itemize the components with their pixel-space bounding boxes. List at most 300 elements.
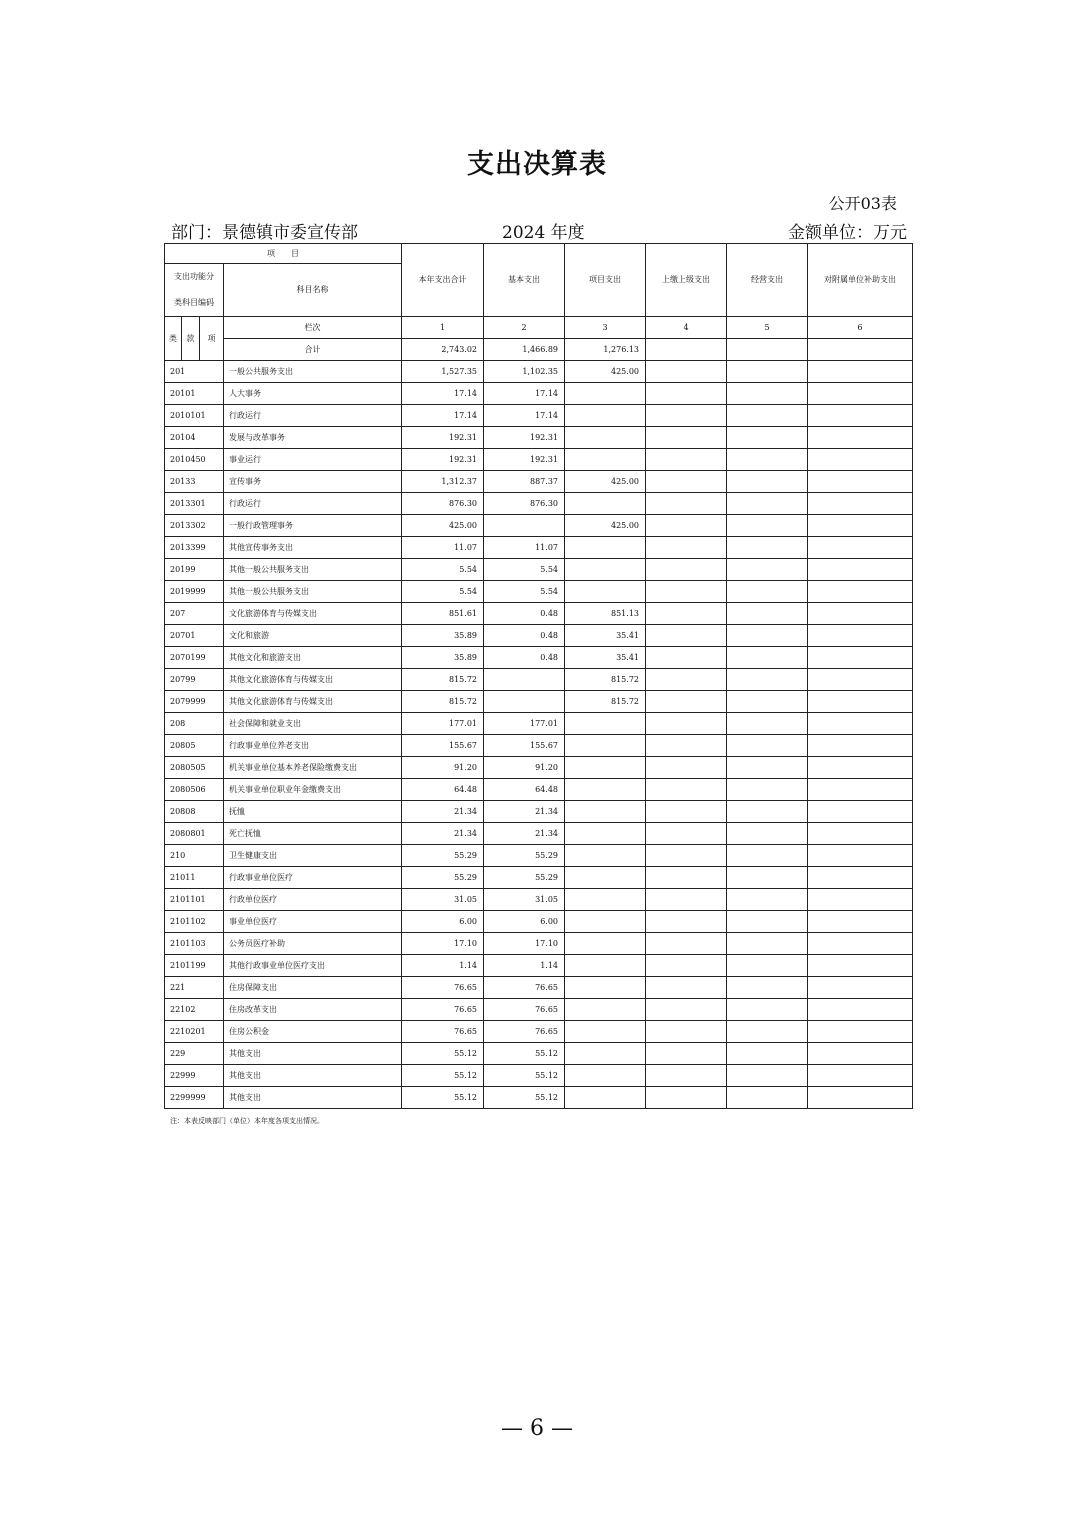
row-subsidy — [808, 845, 913, 867]
row-name: 住房公积金 — [224, 1021, 402, 1043]
row-business — [727, 801, 808, 823]
row-basic: 55.12 — [484, 1087, 565, 1109]
row-upper — [646, 647, 727, 669]
col-subsidy-header: 对附属单位补助支出 — [808, 244, 913, 317]
row-basic: 55.29 — [484, 845, 565, 867]
table-row — [165, 955, 913, 977]
subtitle-line — [171, 218, 907, 243]
row-code: 22102 — [165, 999, 224, 1021]
row-total: 76.65 — [402, 999, 484, 1021]
row-name: 事业单位医疗 — [224, 911, 402, 933]
row-code: 20101 — [165, 383, 224, 405]
table-row — [165, 801, 913, 823]
row-total: 425.00 — [402, 515, 484, 537]
row-code: 2019999 — [165, 581, 224, 603]
row-upper — [646, 427, 727, 449]
table-row — [165, 493, 913, 515]
row-upper — [646, 405, 727, 427]
row-project — [565, 845, 646, 867]
row-business — [727, 625, 808, 647]
row-subsidy — [808, 647, 913, 669]
row-name: 其他文化旅游体育与传媒支出 — [224, 691, 402, 713]
row-upper — [646, 581, 727, 603]
row-business — [727, 999, 808, 1021]
total-row — [165, 339, 913, 361]
heji-label: 合计 — [224, 339, 402, 361]
row-business — [727, 515, 808, 537]
row-business — [727, 955, 808, 977]
row-code: 221 — [165, 977, 224, 999]
row-business — [727, 361, 808, 383]
row-subsidy — [808, 361, 913, 383]
row-total: 815.72 — [402, 669, 484, 691]
row-name: 其他文化旅游体育与传媒支出 — [224, 669, 402, 691]
row-name: 行政运行 — [224, 405, 402, 427]
row-total: 815.72 — [402, 691, 484, 713]
row-code: 2101103 — [165, 933, 224, 955]
row-basic — [484, 691, 565, 713]
row-subsidy — [808, 955, 913, 977]
row-subsidy — [808, 669, 913, 691]
func-code-line1: 支出功能分 — [174, 272, 214, 281]
row-name: 其他一般公共服务支出 — [224, 559, 402, 581]
table-row — [165, 603, 913, 625]
row-total: 177.01 — [402, 713, 484, 735]
row-subsidy — [808, 1087, 913, 1109]
row-name: 卫生健康支出 — [224, 845, 402, 867]
footnote: 注：本表反映部门（单位）本年度各项支出情况。 — [170, 1117, 324, 1125]
row-total: 192.31 — [402, 427, 484, 449]
row-upper — [646, 361, 727, 383]
row-name: 其他支出 — [224, 1043, 402, 1065]
row-project — [565, 449, 646, 471]
row-code: 2101102 — [165, 911, 224, 933]
table-row — [165, 757, 913, 779]
row-business — [727, 471, 808, 493]
row-name: 社会保障和就业支出 — [224, 713, 402, 735]
row-subsidy — [808, 933, 913, 955]
row-subsidy — [808, 493, 913, 515]
page-number: — 6 — — [501, 1416, 573, 1441]
row-project — [565, 801, 646, 823]
table-row — [165, 647, 913, 669]
row-total: 21.34 — [402, 823, 484, 845]
row-upper — [646, 911, 727, 933]
row-name: 行政事业单位养老支出 — [224, 735, 402, 757]
row-code: 20799 — [165, 669, 224, 691]
row-subsidy — [808, 449, 913, 471]
table-row — [165, 933, 913, 955]
row-total: 17.14 — [402, 405, 484, 427]
row-name: 其他行政事业单位医疗支出 — [224, 955, 402, 977]
form-code: 公开03表 — [828, 194, 897, 213]
row-total: 6.00 — [402, 911, 484, 933]
row-project — [565, 581, 646, 603]
row-business — [727, 1065, 808, 1087]
row-total: 55.29 — [402, 867, 484, 889]
row-business — [727, 911, 808, 933]
row-basic: 0.48 — [484, 625, 565, 647]
row-code: 2080506 — [165, 779, 224, 801]
row-name: 机关事业单位基本养老保险缴费支出 — [224, 757, 402, 779]
row-subsidy — [808, 977, 913, 999]
row-subsidy — [808, 603, 913, 625]
row-upper — [646, 823, 727, 845]
row-project — [565, 999, 646, 1021]
row-total: 55.12 — [402, 1043, 484, 1065]
row-project — [565, 911, 646, 933]
row-basic: 1.14 — [484, 955, 565, 977]
row-code: 2101199 — [165, 955, 224, 977]
xiang-header: 项 — [200, 317, 224, 361]
row-subsidy — [808, 889, 913, 911]
row-project — [565, 559, 646, 581]
row-code: 22999 — [165, 1065, 224, 1087]
row-business — [727, 691, 808, 713]
row-subsidy — [808, 1043, 913, 1065]
row-code: 2013301 — [165, 493, 224, 515]
heji-upper — [646, 339, 727, 361]
row-upper — [646, 779, 727, 801]
row-business — [727, 845, 808, 867]
row-upper — [646, 889, 727, 911]
unit-label: 金额单位：万元 — [788, 223, 907, 243]
row-total: 91.20 — [402, 757, 484, 779]
row-basic: 5.54 — [484, 559, 565, 581]
row-code: 2013399 — [165, 537, 224, 559]
row-business — [727, 757, 808, 779]
table-row — [165, 1065, 913, 1087]
row-subsidy — [808, 735, 913, 757]
row-upper — [646, 471, 727, 493]
row-upper — [646, 1065, 727, 1087]
row-subsidy — [808, 581, 913, 603]
heji-project: 1,276.13 — [565, 339, 646, 361]
lei-header: 类 — [165, 317, 182, 361]
row-total: 192.31 — [402, 449, 484, 471]
row-subsidy — [808, 1021, 913, 1043]
row-basic: 17.14 — [484, 405, 565, 427]
row-upper — [646, 537, 727, 559]
row-project — [565, 933, 646, 955]
row-total: 155.67 — [402, 735, 484, 757]
row-basic: 1,102.35 — [484, 361, 565, 383]
row-name: 住房保障支出 — [224, 977, 402, 999]
row-basic: 55.29 — [484, 867, 565, 889]
row-code: 2080801 — [165, 823, 224, 845]
row-business — [727, 383, 808, 405]
table-row — [165, 669, 913, 691]
row-basic: 55.12 — [484, 1043, 565, 1065]
col-basic-header: 基本支出 — [484, 244, 565, 317]
row-upper — [646, 625, 727, 647]
row-upper — [646, 603, 727, 625]
row-code: 20199 — [165, 559, 224, 581]
row-project — [565, 1065, 646, 1087]
row-basic: 192.31 — [484, 449, 565, 471]
row-subsidy — [808, 823, 913, 845]
row-code: 201 — [165, 361, 224, 383]
row-name: 死亡抚恤 — [224, 823, 402, 845]
row-code: 2080505 — [165, 757, 224, 779]
row-business — [727, 405, 808, 427]
row-business — [727, 1021, 808, 1043]
row-project: 425.00 — [565, 471, 646, 493]
row-basic — [484, 669, 565, 691]
row-project: 35.41 — [565, 647, 646, 669]
row-code: 210 — [165, 845, 224, 867]
heji-basic: 1,466.89 — [484, 339, 565, 361]
row-basic: 76.65 — [484, 999, 565, 1021]
row-upper — [646, 999, 727, 1021]
row-basic: 64.48 — [484, 779, 565, 801]
row-business — [727, 779, 808, 801]
row-upper — [646, 1021, 727, 1043]
row-name: 一般行政管理事务 — [224, 515, 402, 537]
row-subsidy — [808, 383, 913, 405]
row-code: 207 — [165, 603, 224, 625]
table-row — [165, 449, 913, 471]
row-basic: 177.01 — [484, 713, 565, 735]
row-project — [565, 383, 646, 405]
row-total: 55.29 — [402, 845, 484, 867]
row-project — [565, 823, 646, 845]
year-label: 2024 年度 — [502, 223, 585, 243]
row-name: 抚恤 — [224, 801, 402, 823]
row-upper — [646, 977, 727, 999]
row-business — [727, 559, 808, 581]
table-row — [165, 999, 913, 1021]
row-project: 815.72 — [565, 691, 646, 713]
row-code: 20701 — [165, 625, 224, 647]
row-basic: 887.37 — [484, 471, 565, 493]
row-code: 20133 — [165, 471, 224, 493]
row-upper — [646, 801, 727, 823]
row-project — [565, 1087, 646, 1109]
row-project — [565, 1043, 646, 1065]
col-total-header: 本年支出合计 — [402, 244, 484, 317]
row-upper — [646, 845, 727, 867]
item-header: 项 目 — [165, 244, 402, 264]
row-basic: 91.20 — [484, 757, 565, 779]
row-upper — [646, 867, 727, 889]
row-name: 其他宣传事务支出 — [224, 537, 402, 559]
row-project: 35.41 — [565, 625, 646, 647]
col-number-3: 3 — [565, 317, 646, 339]
row-project — [565, 405, 646, 427]
row-subsidy — [808, 1065, 913, 1087]
row-total: 31.05 — [402, 889, 484, 911]
row-basic: 11.07 — [484, 537, 565, 559]
row-subsidy — [808, 625, 913, 647]
row-basic: 31.05 — [484, 889, 565, 911]
table-row — [165, 911, 913, 933]
table-row — [165, 713, 913, 735]
table-row — [165, 559, 913, 581]
heji-business — [727, 339, 808, 361]
heji-subsidy — [808, 339, 913, 361]
row-code: 2070199 — [165, 647, 224, 669]
row-subsidy — [808, 537, 913, 559]
row-upper — [646, 691, 727, 713]
row-upper — [646, 669, 727, 691]
row-basic: 55.12 — [484, 1065, 565, 1087]
row-subsidy — [808, 515, 913, 537]
table-row — [165, 1021, 913, 1043]
row-business — [727, 889, 808, 911]
row-project: 425.00 — [565, 515, 646, 537]
row-code: 2013302 — [165, 515, 224, 537]
col-number-1: 1 — [402, 317, 484, 339]
table-row — [165, 383, 913, 405]
table-row — [165, 735, 913, 757]
lanci-label: 栏次 — [224, 317, 402, 339]
table-row — [165, 581, 913, 603]
col-number-6: 6 — [808, 317, 913, 339]
table-row — [165, 867, 913, 889]
row-basic: 21.34 — [484, 823, 565, 845]
row-total: 35.89 — [402, 647, 484, 669]
row-business — [727, 735, 808, 757]
row-total: 35.89 — [402, 625, 484, 647]
row-basic: 0.48 — [484, 647, 565, 669]
row-name: 一般公共服务支出 — [224, 361, 402, 383]
row-business — [727, 867, 808, 889]
row-basic: 17.14 — [484, 383, 565, 405]
header-row-item — [165, 244, 913, 264]
row-project — [565, 867, 646, 889]
row-business — [727, 1043, 808, 1065]
row-subsidy — [808, 911, 913, 933]
table-row — [165, 361, 913, 383]
row-upper — [646, 955, 727, 977]
row-name: 行政运行 — [224, 493, 402, 515]
row-basic: 155.67 — [484, 735, 565, 757]
row-total: 851.61 — [402, 603, 484, 625]
row-code: 2010101 — [165, 405, 224, 427]
header-row-lanci — [165, 317, 913, 339]
row-project — [565, 889, 646, 911]
row-code: 21011 — [165, 867, 224, 889]
row-name: 行政单位医疗 — [224, 889, 402, 911]
row-upper — [646, 713, 727, 735]
row-total: 11.07 — [402, 537, 484, 559]
row-total: 76.65 — [402, 977, 484, 999]
func-code-header — [165, 264, 224, 317]
row-business — [727, 1087, 808, 1109]
row-subsidy — [808, 713, 913, 735]
row-business — [727, 603, 808, 625]
row-upper — [646, 757, 727, 779]
row-basic: 17.10 — [484, 933, 565, 955]
row-upper — [646, 735, 727, 757]
row-code: 229 — [165, 1043, 224, 1065]
table-row — [165, 691, 913, 713]
row-upper — [646, 1043, 727, 1065]
row-business — [727, 427, 808, 449]
row-code: 20808 — [165, 801, 224, 823]
row-subsidy — [808, 559, 913, 581]
row-subsidy — [808, 779, 913, 801]
row-total: 1,527.35 — [402, 361, 484, 383]
row-name: 人大事务 — [224, 383, 402, 405]
row-basic: 876.30 — [484, 493, 565, 515]
row-code: 20104 — [165, 427, 224, 449]
row-upper — [646, 383, 727, 405]
row-upper — [646, 1087, 727, 1109]
row-code: 2079999 — [165, 691, 224, 713]
row-name: 其他文化和旅游支出 — [224, 647, 402, 669]
row-total: 17.10 — [402, 933, 484, 955]
row-total: 17.14 — [402, 383, 484, 405]
row-project: 815.72 — [565, 669, 646, 691]
row-name: 文化和旅游 — [224, 625, 402, 647]
row-basic: 0.48 — [484, 603, 565, 625]
subject-name-header: 科目名称 — [224, 264, 402, 317]
row-name: 机关事业单位职业年金缴费支出 — [224, 779, 402, 801]
table-row — [165, 845, 913, 867]
row-name: 行政事业单位医疗 — [224, 867, 402, 889]
row-code: 208 — [165, 713, 224, 735]
col-upper-header: 上缴上级支出 — [646, 244, 727, 317]
row-total: 64.48 — [402, 779, 484, 801]
row-project — [565, 757, 646, 779]
expenditure-table — [164, 243, 913, 1109]
row-basic: 76.65 — [484, 977, 565, 999]
col-number-4: 4 — [646, 317, 727, 339]
row-basic: 5.54 — [484, 581, 565, 603]
col-number-2: 2 — [484, 317, 565, 339]
row-project — [565, 735, 646, 757]
row-business — [727, 581, 808, 603]
row-code: 2101101 — [165, 889, 224, 911]
row-project — [565, 1021, 646, 1043]
row-code: 2210201 — [165, 1021, 224, 1043]
row-business — [727, 977, 808, 999]
row-business — [727, 493, 808, 515]
page-title: 支出决算表 — [467, 149, 607, 180]
row-name: 文化旅游体育与传媒支出 — [224, 603, 402, 625]
row-business — [727, 669, 808, 691]
row-subsidy — [808, 471, 913, 493]
row-total: 55.12 — [402, 1087, 484, 1109]
row-upper — [646, 559, 727, 581]
row-business — [727, 537, 808, 559]
row-basic — [484, 515, 565, 537]
row-subsidy — [808, 867, 913, 889]
row-business — [727, 449, 808, 471]
row-name: 其他支出 — [224, 1065, 402, 1087]
department-label: 部门：景德镇市委宣传部 — [171, 223, 358, 243]
col-number-5: 5 — [727, 317, 808, 339]
kuan-header: 款 — [182, 317, 200, 361]
row-business — [727, 933, 808, 955]
row-project: 425.00 — [565, 361, 646, 383]
row-total: 1.14 — [402, 955, 484, 977]
row-subsidy — [808, 999, 913, 1021]
row-total: 5.54 — [402, 559, 484, 581]
table-row — [165, 1043, 913, 1065]
row-subsidy — [808, 691, 913, 713]
col-business-header: 经营支出 — [727, 244, 808, 317]
row-project: 851.13 — [565, 603, 646, 625]
row-project — [565, 537, 646, 559]
table-row — [165, 471, 913, 493]
row-name: 事业运行 — [224, 449, 402, 471]
row-total: 1,312.37 — [402, 471, 484, 493]
table-row — [165, 977, 913, 999]
table-row — [165, 427, 913, 449]
